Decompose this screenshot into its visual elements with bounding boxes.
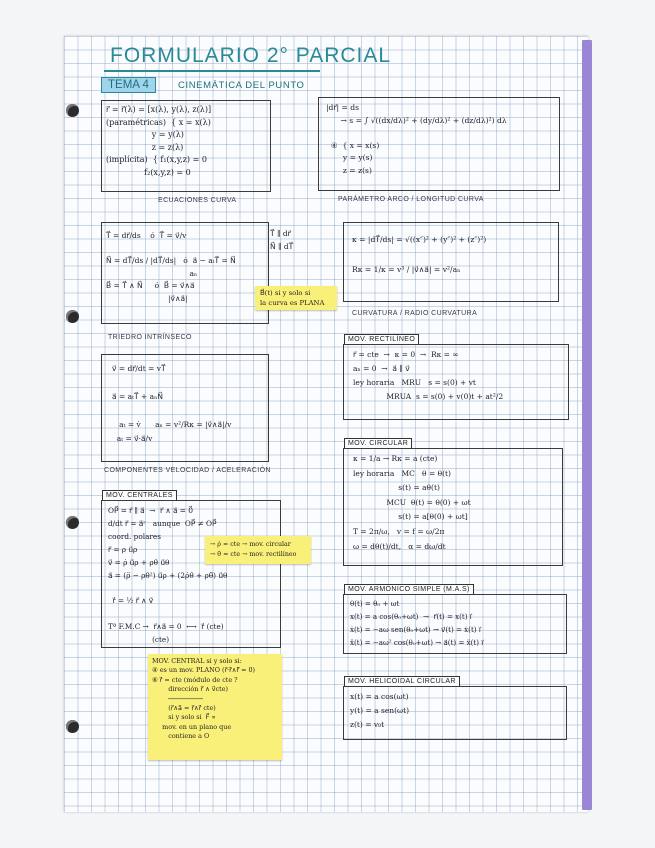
- intrinsic-triad-formulas: T⃗ = dr⃗/ds ó T⃗ = v⃗/v N⃗ = dT⃗/ds / |dT⃗/ds| ó a⃗ − aₜT⃗ = N⃗ aₙ B⃗ = T⃗ ∧ N⃗ ó B⃗ = v⃗∧a⃗ |v⃗∧a⃗|: [106, 231, 236, 303]
- circular-tag: MOV. CIRCULAR: [344, 438, 412, 448]
- intrinsic-side-note: T⃗ ∥ dr⃗ N⃗ ∥ dT⃗: [270, 229, 294, 251]
- arc-length-caption: PARÁMETRO ARCO / LONGITUD CURVA: [338, 196, 484, 203]
- polar-sticky-note: → ρ̇ = cte → mov. circular → θ̇ = cte → mov. rectilíneo: [205, 536, 311, 564]
- binder-hole: [66, 516, 79, 529]
- circular-formulas: κ = 1/a → Rκ = a (cte) ley horaria MC θ = θ(t) s(t) = aθ(t) MCU θ(t) = θ(0) + ωt s(t) = a[θ(0) + ωt] T = 2π/ω, v = f = ω/2π ω = dθ(t)/dt, α = dω/dt: [353, 454, 471, 551]
- helical-formulas: x(t) = a cos(ωt) y(t) = a sen(ωt) z(t) = v₀t: [350, 692, 410, 729]
- rectilinear-tag: MOV. RECTILÍNEO: [344, 334, 419, 344]
- topic-subtitle: CINEMÁTICA DEL PUNTO: [178, 80, 305, 91]
- title-underline: [104, 70, 320, 72]
- curve-equations: r⃗ = r⃗(λ) = [x(λ), y(λ), z(λ)] (paramétricas) { x = x(λ) y = y(λ) z = z(λ) (implícita) { f₁(x,y,z) = 0 f₂(x,y,z) = 0: [106, 105, 212, 177]
- components-caption: COMPONENTES VELOCIDAD / ACELERACIÓN: [104, 467, 271, 474]
- binder-hole: [66, 104, 79, 117]
- rectilinear-formulas: r⃗ = cte → κ = 0 → Rκ = ∞ aₙ = 0 → a⃗ ∥ v⃗ ley horaria MRU s = s(0) + vt MRUA s = s(0) + v(0)t + at²/2: [353, 350, 504, 401]
- topic-tag: TEMA 4: [101, 77, 156, 93]
- binormal-sticky-note: B⃗(t) si y solo si la curva es PLANA: [255, 286, 337, 310]
- central-motion-formulas: OP⃗ = r⃗ ∥ a⃗ → r⃗ ∧ a⃗ = 0⃗ d/dt r⃗ = a⃗ʳ aunque OP⃗ ≠ OP⃗ coord. polares r⃗ = ρ u⃗ρ v⃗ = ρ̇ u⃗ρ + ρθ̇ u⃗θ a⃗ = (ρ̈ − ρθ̇²) u⃗ρ + (2ρ̇θ̇ + ρθ̈) u⃗θ ṙ⃗ = ½ r⃗ ∧ v⃗ Tª F.M.C → r⃗∧a⃗ = 0 ⟷ ṙ⃗ (cte) (cte): [108, 506, 228, 645]
- helical-tag: MOV. HELICOIDAL CIRCULAR: [344, 676, 460, 686]
- curve-equations-caption: ECUACIONES CURVA: [158, 197, 237, 204]
- intrinsic-triad-caption: TRIEDRO INTRÍNSECO: [108, 334, 192, 341]
- mas-tag: MOV. ARMÓNICO SIMPLE (M.A.S): [344, 584, 474, 594]
- central-motion-tag: MOV. CENTRALES: [102, 490, 177, 500]
- binder-hole: [66, 310, 79, 323]
- binder-hole: [66, 720, 79, 733]
- mas-formulas: θ(t) = θ₀ + ωt x(t) = a cos(θ₀+ωt) → r⃗(t) = x(t) i⃗ ẋ(t) = −aω sen(θ₀+ωt) → v⃗(t) = ẋ(t) i⃗ ẍ(t) = −aω² cos(θ₀+ωt) → a⃗(t) = ẍ(t) i⃗: [350, 599, 484, 647]
- components-formulas: v⃗ = dr⃗/dt = vT⃗ a⃗ = aₜT⃗ + aₙN⃗ aₜ = v̇ aₙ = v²/Rκ = |v⃗∧a⃗|/v aₜ = v⃗·a⃗/v: [112, 364, 232, 443]
- central-condition-sticky-note: MOV. CENTRAL si y solo si: ④ es un mov. PLANO (r⃗·ṙ⃗∧r̈⃗ = 0) ⑥ ṙ⃗ = cte (módulo de cte ? dirección r⃗ ∧ v⃗cte) ───────── (r⃗∧a⃗ = r⃗∧ṙ⃗ cte) si y solo si F⃗ ∝ mov. en un plano que contiene a O: [148, 654, 282, 760]
- curvature-caption: CURVATURA / RADIO CURVATURA: [352, 310, 478, 317]
- page-edge: [582, 40, 592, 810]
- page-title: FORMULARIO 2° PARCIAL: [110, 44, 392, 67]
- curvature-formulas: κ = |dT⃗/ds| = √((x″)² + (y″)² + (z″)²) Rκ = 1/κ = v³ / |v⃗∧a⃗| = v²/aₙ: [352, 235, 487, 274]
- arc-length-formulas: |dr⃗| = ds → s = ∫ √((dx/dλ)² + (dy/dλ)² + (dz/dλ)²) dλ ④ { x = x(s) y = y(s) z = z(s): [326, 103, 507, 175]
